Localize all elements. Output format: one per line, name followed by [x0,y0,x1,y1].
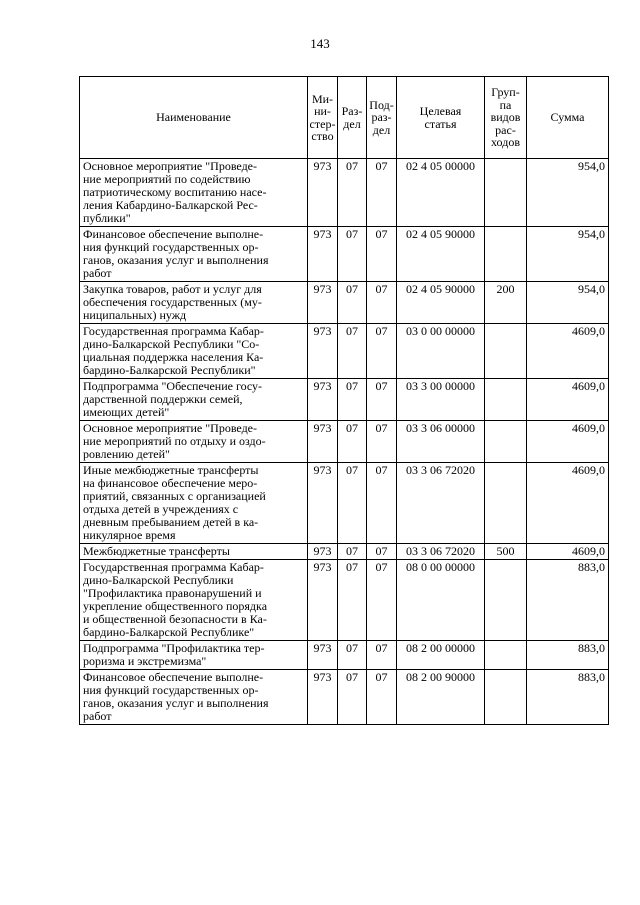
cell-target: 03 3 06 00000 [397,421,485,463]
budget-table [79,76,609,725]
page-number: 143 [310,36,330,51]
cell-name: Государственная программа Кабар- дино-Балкарской Республики "Профилактика правонарушений и укрепление общественного порядка и общественной безопасности в Ка- бардино-Балкарской Республике" [80,560,308,641]
cell-ministry: 973 [308,227,338,282]
cell-subsection: 07 [367,227,397,282]
cell-ministry: 973 [308,159,338,227]
cell-sum: 954,0 [527,227,609,282]
cell-group: 500 [485,544,527,560]
cell-ministry: 973 [308,544,338,560]
cell-sum: 954,0 [527,282,609,324]
cell-subsection: 07 [367,379,397,421]
cell-sum: 4609,0 [527,463,609,544]
cell-sum: 4609,0 [527,324,609,379]
cell-target: 03 3 06 72020 [397,463,485,544]
cell-name: Иные межбюджетные трансферты на финансовое обеспечение меро- приятий, связанных с организацией отдыха детей в учреждениях с дневным пребыванием детей в ка- никулярное время [80,463,308,544]
cell-target: 02 4 05 90000 [397,282,485,324]
cell-sum: 954,0 [527,159,609,227]
table-row [80,421,609,463]
cell-target: 03 3 06 72020 [397,544,485,560]
cell-name: Финансовое обеспечение выполне- ния функций государственных ор- ганов, оказания услуг и выполнения работ [80,227,308,282]
cell-ministry: 973 [308,560,338,641]
cell-section: 07 [338,379,367,421]
cell-ministry: 973 [308,670,338,725]
header-ministry: Ми- ни- стер- ство [308,77,338,159]
cell-target: 08 0 00 00000 [397,560,485,641]
header-name: Наименование [80,77,308,159]
table-row [80,560,609,641]
cell-section: 07 [338,544,367,560]
cell-group [485,641,527,670]
cell-sum: 4609,0 [527,421,609,463]
table-row [80,159,609,227]
cell-group [485,159,527,227]
cell-group [485,379,527,421]
cell-ministry: 973 [308,463,338,544]
cell-subsection: 07 [367,670,397,725]
cell-group: 200 [485,282,527,324]
cell-target: 08 2 00 00000 [397,641,485,670]
cell-subsection: 07 [367,641,397,670]
cell-section: 07 [338,670,367,725]
cell-section: 07 [338,227,367,282]
table-row [80,379,609,421]
table-row [80,324,609,379]
cell-group [485,560,527,641]
header-sum: Сумма [527,77,609,159]
cell-section: 07 [338,282,367,324]
cell-ministry: 973 [308,641,338,670]
cell-section: 07 [338,641,367,670]
cell-group [485,324,527,379]
cell-ministry: 973 [308,421,338,463]
cell-target: 02 4 05 00000 [397,159,485,227]
cell-ministry: 973 [308,282,338,324]
cell-target: 02 4 05 90000 [397,227,485,282]
cell-subsection: 07 [367,544,397,560]
cell-subsection: 07 [367,282,397,324]
table-row [80,544,609,560]
table-row [80,227,609,282]
table-row [80,641,609,670]
header-subsection: Под- раз- дел [367,77,397,159]
cell-section: 07 [338,560,367,641]
cell-target: 08 2 00 90000 [397,670,485,725]
cell-name: Подпрограмма "Профилактика тер- роризма и экстремизма" [80,641,308,670]
cell-section: 07 [338,324,367,379]
table-body [80,159,609,725]
cell-name: Подпрограмма "Обеспечение госу- дарственной поддержки семей, имеющих детей" [80,379,308,421]
cell-sum: 883,0 [527,641,609,670]
cell-name: Основное мероприятие "Проведе- ние мероприятий по отдыху и оздо- ровлению детей" [80,421,308,463]
cell-section: 07 [338,421,367,463]
header-target: Целевая статья [397,77,485,159]
cell-sum: 883,0 [527,560,609,641]
table-row [80,463,609,544]
cell-name: Государственная программа Кабар- дино-Балкарской Республики "Со- циальная поддержка населения Ка- бардино-Балкарской Республики" [80,324,308,379]
cell-group [485,421,527,463]
cell-name: Межбюджетные трансферты [80,544,308,560]
cell-subsection: 07 [367,463,397,544]
cell-subsection: 07 [367,324,397,379]
cell-name: Закупка товаров, работ и услуг для обеспечения государственных (му- ниципальных) нужд [80,282,308,324]
cell-sum: 4609,0 [527,379,609,421]
cell-group [485,463,527,544]
cell-name: Финансовое обеспечение выполне- ния функций государственных ор- ганов, оказания услуг и выполнения работ [80,670,308,725]
cell-subsection: 07 [367,159,397,227]
table-header-row [80,77,609,159]
cell-group [485,227,527,282]
header-section: Раз- дел [338,77,367,159]
cell-target: 03 0 00 00000 [397,324,485,379]
cell-subsection: 07 [367,560,397,641]
cell-section: 07 [338,159,367,227]
cell-section: 07 [338,463,367,544]
cell-sum: 883,0 [527,670,609,725]
cell-target: 03 3 00 00000 [397,379,485,421]
cell-subsection: 07 [367,421,397,463]
cell-ministry: 973 [308,379,338,421]
cell-group [485,670,527,725]
cell-sum: 4609,0 [527,544,609,560]
cell-ministry: 973 [308,324,338,379]
header-group: Груп- па видов рас- ходов [485,77,527,159]
table-row [80,282,609,324]
table-row [80,670,609,725]
cell-name: Основное мероприятие "Проведе- ние мероприятий по содействию патриотическому воспитанию насе- ления Кабардино-Балкарской Рес- публики" [80,159,308,227]
